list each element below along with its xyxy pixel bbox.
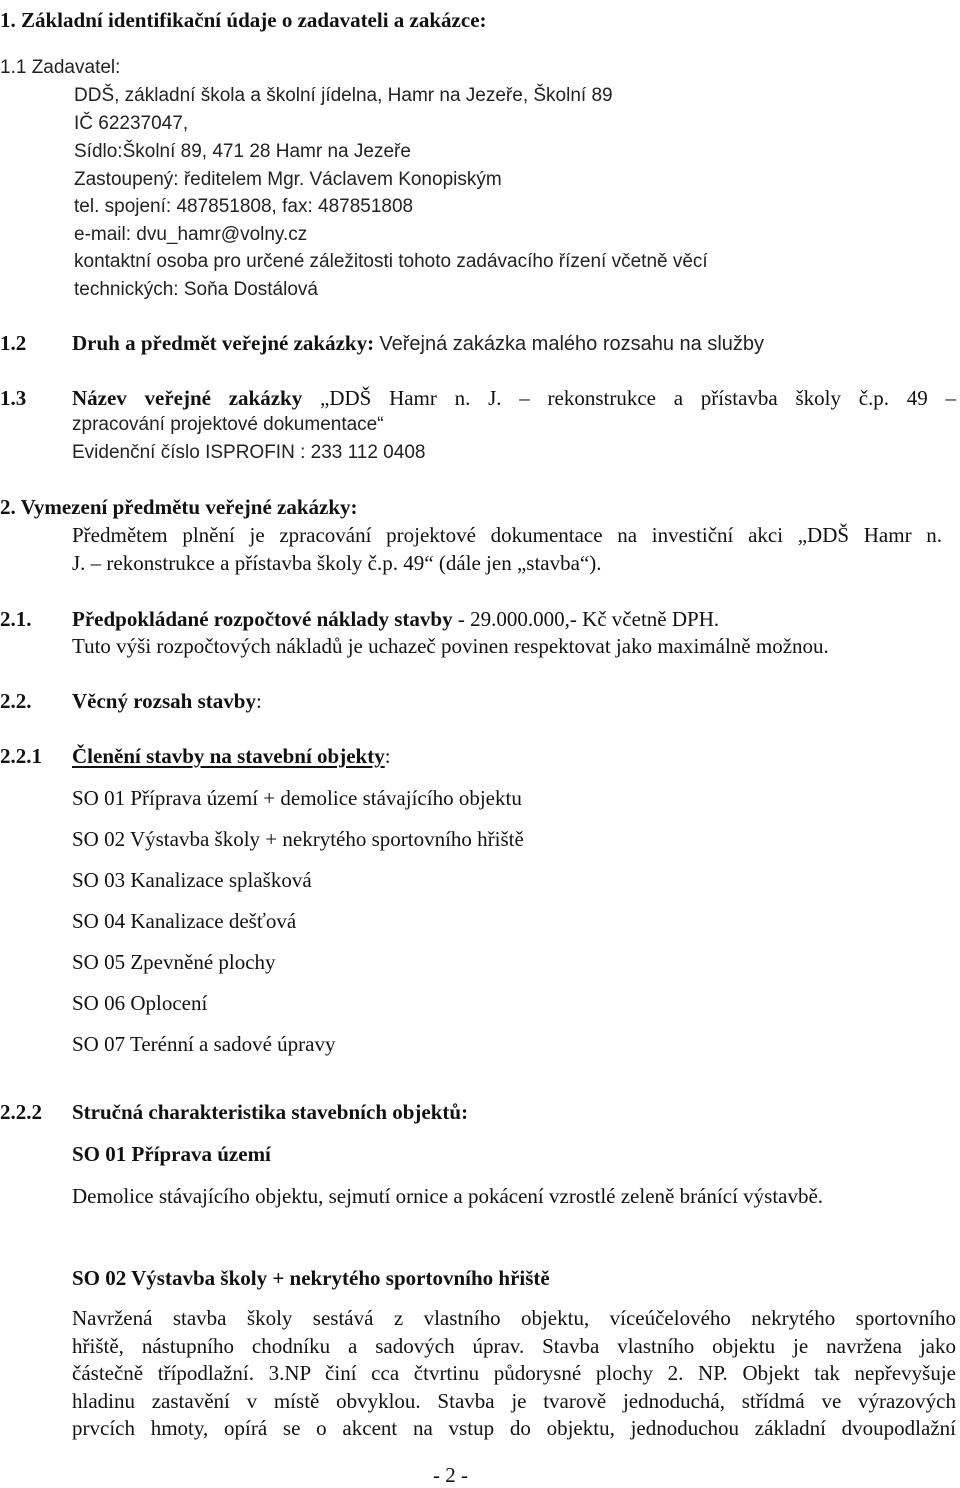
section-1-3-value: „DDŠ Hamr n. J. – rekonstrukce a přístavba školy č.p. 49 – xyxy=(320,386,957,410)
building-object-item: SO 04 Kanalizace dešťová xyxy=(72,909,297,933)
section-1-3-line-2: zpracování projektové dokumentace“ xyxy=(72,414,384,435)
section-2-2-colon: : xyxy=(255,689,262,713)
so01-text: Demolice stávajícího objektu, sejmutí ornice a pokácení vzrostlé zeleně bránící výstavbě. xyxy=(72,1184,824,1208)
section-2-title: 2. Vymezení předmětu veřejné zakázky: xyxy=(0,495,358,519)
representative: Zastoupený: ředitelem Mgr. Václavem Konopiským xyxy=(74,169,502,190)
registration-number: Evidenční číslo ISPROFIN : 233 112 0408 xyxy=(72,442,426,463)
building-object-item: SO 07 Terénní a sadové úpravy xyxy=(72,1032,336,1056)
section-2-1-value: - 29.000.000,- Kč včetně DPH. xyxy=(452,607,720,631)
company-id: IČ 62237047, xyxy=(74,113,189,134)
section-2-1-line-2: Tuto výši rozpočtových nákladů je uchazeč povinen respektovat jako maximálně možnou. xyxy=(72,634,829,658)
building-object-item: SO 06 Oplocení xyxy=(72,991,208,1015)
so02-line: prvcích hmoty, opírá se o akcent na vstup do objektu, jednoduchou základní dvoupodlažní xyxy=(72,1416,956,1440)
section-2-2-line xyxy=(72,691,262,712)
section-2-2-1-number: 2.2.1 xyxy=(0,744,42,768)
page-number: - 2 - xyxy=(433,1463,468,1487)
section-1-2-value: Veřejná zakázka malého rozsahu na služby xyxy=(379,333,765,355)
section-2-2-title: Věcný rozsah stavby xyxy=(72,689,256,713)
section-1-2-label: Druh a předmět veřejné zakázky: xyxy=(72,331,375,355)
section-2-2-1-colon: : xyxy=(384,744,391,768)
so02-line: Navržená stavba školy sestává z vlastního objektu, víceúčelového nekrytého sportovního xyxy=(72,1306,956,1330)
contracting-authority-name: DDŠ, základní škola a školní jídelna, Hamr na Jezeře, Školní 89 xyxy=(74,85,613,106)
building-object-item: SO 02 Výstavba školy + nekrytého sportovního hřiště xyxy=(72,827,524,851)
contact-person-line-1: kontaktní osoba pro určené záležitosti tohoto zadávacího řízení včetně věcí xyxy=(74,251,708,272)
so02-line: hřiště, nástupního chodníku a sadových úprav. Stavba vlastního objektu je navržena jako xyxy=(72,1334,956,1358)
building-object-item: SO 05 Zpevněné plochy xyxy=(72,950,276,974)
section-2-2-2-title: Stručná charakteristika stavebních objektů: xyxy=(72,1100,469,1124)
section-2-2-1-title: Členění stavby na stavební objekty xyxy=(72,744,385,768)
section-2-line-2: J. – rekonstrukce a přístavba školy č.p. 49“ (dále jen „stavba“). xyxy=(72,551,602,575)
building-object-item: SO 01 Příprava území + demolice stávajícího objektu xyxy=(72,786,522,810)
section-2-1-title: Předpokládané rozpočtové náklady stavby xyxy=(72,607,453,631)
section-1-3-line-1 xyxy=(72,388,956,409)
section-2-line-1: Předmětem plnění je zpracování projektové dokumentace na investiční akci „DDŠ Hamr n. xyxy=(72,523,942,547)
address: Sídlo:Školní 89, 471 28 Hamr na Jezeře xyxy=(74,141,411,162)
heading-section-1: 1. Základní identifikační údaje o zadavateli a zakázce: xyxy=(0,8,487,32)
so02-line: částečně třípodlažní. 3.NP činí cca čtvrtinu půdorysné plochy 2. NP. Objekt tak nepřevyšuje xyxy=(72,1361,956,1385)
email: e-mail: dvu_hamr@volny.cz xyxy=(74,224,308,245)
so02-title: SO 02 Výstavba školy + nekrytého sportovního hřiště xyxy=(72,1266,550,1290)
building-object-item: SO 03 Kanalizace splašková xyxy=(72,868,312,892)
phone-fax: tel. spojení: 487851808, fax: 487851808 xyxy=(74,196,414,217)
section-1-3-number: 1.3 xyxy=(0,386,27,410)
section-2-1-number: 2.1. xyxy=(0,607,32,631)
section-2-1-line xyxy=(72,609,719,630)
section-2-2-2-number: 2.2.2 xyxy=(0,1100,42,1124)
section-1-1-title: 1.1 Zadavatel: xyxy=(0,57,121,78)
section-2-2-number: 2.2. xyxy=(0,689,32,713)
contact-person-line-2: technických: Soňa Dostálová xyxy=(74,279,318,300)
section-1-2-number: 1.2 xyxy=(0,331,27,355)
so01-title: SO 01 Příprava území xyxy=(72,1142,271,1166)
section-1-2-line xyxy=(72,333,764,354)
so02-line: hladinu zastavění v místě obvyklou. Stavba je tvarově jednoduchá, střídmá ve výrazových xyxy=(72,1389,956,1413)
section-2-2-1-line xyxy=(72,746,391,767)
section-1-3-label: Název veřejné zakázky xyxy=(72,386,303,410)
